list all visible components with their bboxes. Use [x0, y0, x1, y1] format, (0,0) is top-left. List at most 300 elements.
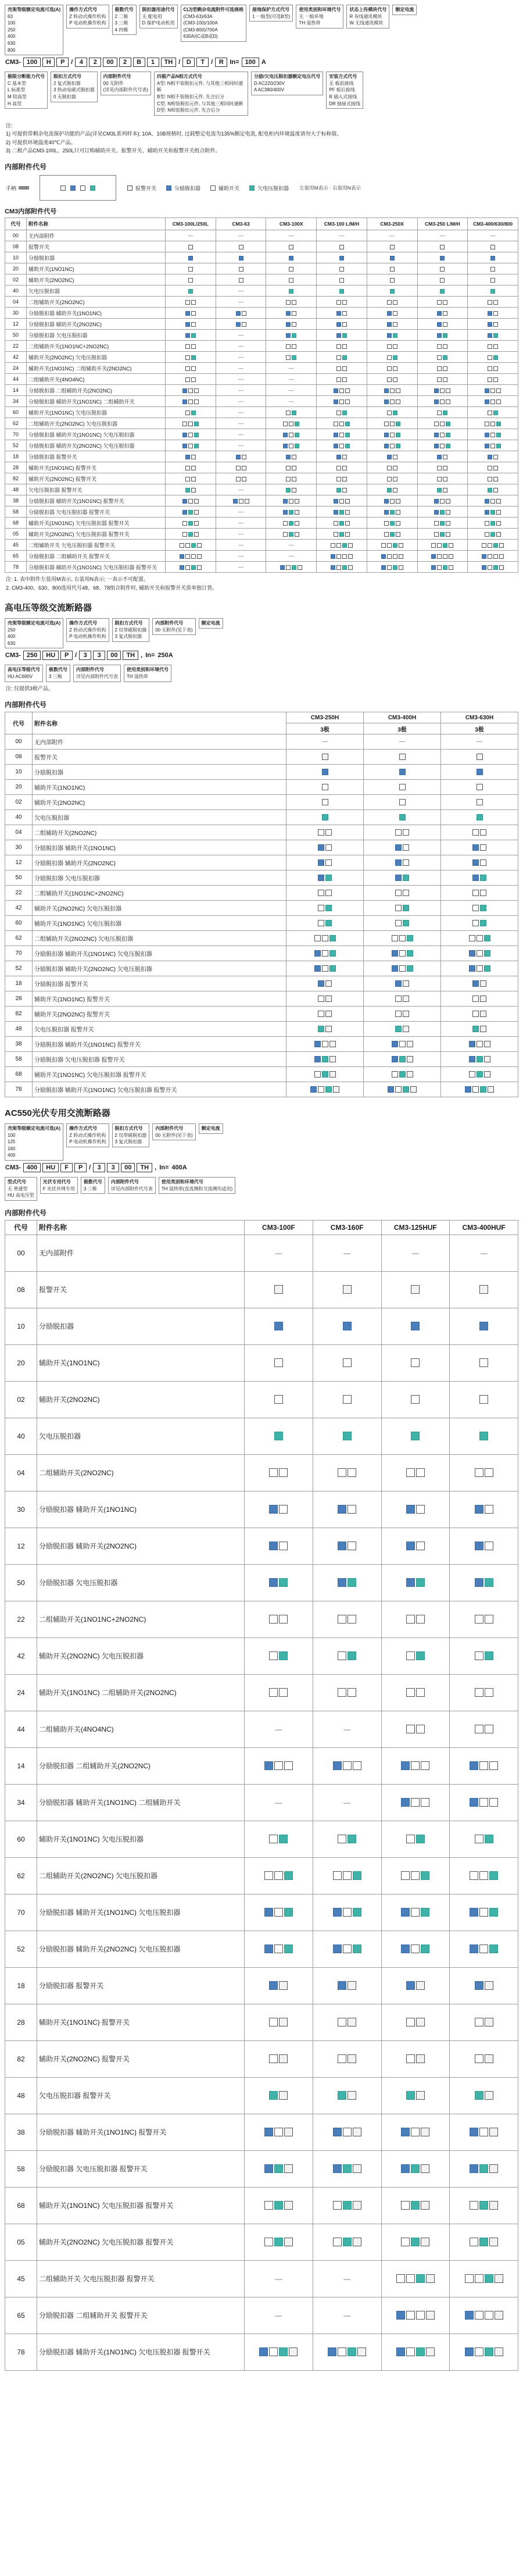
availability-cell — [450, 1381, 518, 1418]
undervoltage-release-mark — [399, 814, 406, 820]
accessory-code-cell: 00 — [5, 734, 33, 750]
aux-switch-mark — [396, 2274, 405, 2283]
aux-switch-mark — [403, 829, 409, 836]
availability-cell — [245, 1637, 313, 1674]
table-row — [5, 1082, 518, 1097]
table2-container — [0, 712, 523, 1097]
undervoltage-release-mark — [440, 521, 445, 526]
shunt-release-mark — [333, 2128, 342, 2136]
aux-switch-mark — [336, 477, 341, 481]
annotation-box — [251, 72, 323, 95]
availability-cell — [367, 484, 417, 495]
availability-cell — [266, 418, 317, 429]
table-row — [5, 795, 518, 810]
shunt-release-mark — [401, 1945, 410, 1953]
accessory-name-cell: 分励脱扣器 报警开关 — [27, 451, 166, 462]
aux-switch-mark — [336, 411, 341, 415]
aux-switch-mark — [390, 399, 395, 404]
availability-cell — [364, 976, 441, 991]
alarm-switch-mark — [197, 565, 202, 570]
availability-cell — [245, 2004, 313, 2040]
accessory-name-cell: 辅助开关(1NO1NC) 欠电压脱扣器 报警开关 — [37, 2187, 245, 2224]
undervoltage-release-mark — [407, 935, 413, 941]
undervoltage-release-mark — [286, 488, 291, 493]
aux-switch-mark — [286, 300, 291, 305]
shunt-release-mark — [401, 2164, 410, 2173]
pv-top-annotation-row — [5, 1123, 518, 1161]
alarm-switch-mark — [440, 245, 445, 249]
aux-switch-mark — [493, 300, 498, 305]
table-row — [5, 473, 518, 484]
shunt-release-mark — [401, 1908, 410, 1917]
model-code-segment: 100 — [242, 58, 259, 67]
shunt-release-mark — [283, 499, 288, 504]
undervoltage-release-mark — [339, 510, 344, 515]
accessory-code-cell: 60 — [5, 916, 33, 931]
availability-cell — [216, 330, 266, 341]
model-column-header: CM3-630H — [441, 712, 518, 723]
accessory-name-cell: 分励脱扣器 欠电压脱扣器 — [37, 1564, 245, 1601]
annotation-box-line: D 保护电动机用 — [142, 20, 175, 26]
aux-switch-mark — [314, 1071, 321, 1078]
undervoltage-release-mark — [489, 1871, 498, 1880]
accessory-name-cell: 辅助开关(1NO1NC) — [33, 780, 286, 795]
undervoltage-release-mark — [348, 2347, 356, 2356]
undervoltage-release-mark — [289, 510, 293, 515]
annotation-box-line: 3 三极 — [49, 674, 62, 680]
availability-cell — [367, 374, 417, 385]
shunt-release-mark — [434, 510, 439, 515]
availability-cell — [166, 518, 216, 529]
aux-switch-mark — [401, 2238, 410, 2246]
aux-switch-mark — [269, 2054, 278, 2063]
annotation-box — [392, 5, 417, 15]
availability-cell — [286, 734, 364, 750]
table-row — [5, 961, 518, 976]
availability-cell — [450, 1528, 518, 1564]
aux-switch-mark — [480, 859, 486, 866]
availability-cell — [381, 1967, 450, 2004]
availability-cell — [468, 462, 518, 473]
availability-cell — [450, 1674, 518, 1711]
availability-cell — [216, 518, 266, 529]
aux-switch-mark — [406, 2347, 415, 2356]
undervoltage-release-mark — [399, 1056, 406, 1062]
alarm-switch-mark — [393, 477, 397, 481]
availability-cell — [286, 840, 364, 855]
annotation-box-line: F 光伏并网专用 — [42, 1186, 75, 1191]
accessory-code-cell: 38 — [5, 2114, 37, 2150]
aux-switch-mark — [242, 322, 246, 327]
alarm-switch-mark — [348, 2091, 356, 2100]
availability-cell — [286, 1007, 364, 1022]
shunt-release-mark — [406, 1505, 415, 1514]
shunt-release-mark — [482, 565, 486, 570]
aux-switch-mark — [421, 1761, 429, 1770]
alarm-switch-mark — [403, 980, 409, 987]
undervoltage-release-mark — [416, 2274, 425, 2283]
availability-cell — [450, 1711, 518, 1747]
annotation-box-line: B型: N相不装脱扣元件, 先合后分 — [157, 94, 225, 99]
annotation-box-line: 1 一般型(可选B型) — [252, 13, 291, 19]
availability-cell — [381, 1491, 450, 1528]
availability-cell — [441, 795, 518, 810]
shunt-release-mark — [465, 2347, 474, 2356]
availability-cell — [216, 308, 266, 319]
shunt-release-mark — [488, 311, 492, 316]
annotation-box-line: 0 无脱扣器 — [53, 94, 76, 99]
availability-cell — [381, 2004, 450, 2040]
availability-cell — [313, 1528, 381, 1564]
alarm-switch-mark — [298, 565, 302, 570]
aux-switch-mark — [191, 366, 196, 371]
annotation-box-line: D型: N相装脱扣元件, 先合后分 — [157, 108, 220, 113]
annotation-box-title: 使用类别和环境代号 — [161, 1179, 203, 1184]
shunt-release-mark — [475, 1578, 483, 1587]
aux-switch-mark — [269, 1468, 278, 1477]
annotation-box-line: 630A/(C或B或D) — [183, 34, 218, 40]
model-column-header: CM3-125HUF — [381, 1220, 450, 1235]
aux-switch-mark — [343, 2128, 352, 2136]
shunt-release-mark — [401, 2128, 410, 2136]
not-available-dash: — — [288, 233, 294, 239]
aux-switch-mark — [406, 1651, 415, 1660]
undervoltage-release-mark — [406, 2091, 415, 2100]
aux-switch-mark — [490, 399, 495, 404]
availability-cell — [216, 529, 266, 540]
aux-switch-mark — [318, 890, 324, 896]
availability-cell — [441, 1082, 518, 1097]
accessory-code-cell: 78 — [5, 562, 27, 573]
alarm-switch-mark — [499, 565, 504, 570]
aux-switch-mark — [339, 422, 344, 426]
shunt-release-mark — [431, 565, 436, 570]
not-available-dash: — — [288, 387, 294, 394]
shunt-release-mark — [331, 554, 335, 559]
accessory-code-cell: 68 — [5, 2187, 37, 2224]
table-row — [5, 562, 518, 573]
alarm-switch-mark — [446, 510, 450, 515]
aux-switch-mark — [393, 554, 397, 559]
table-row — [5, 529, 518, 540]
not-available-dash: — — [238, 542, 244, 548]
not-available-dash: — — [238, 431, 244, 438]
undervoltage-release-mark — [443, 565, 447, 570]
undervoltage-release-mark — [339, 521, 344, 526]
table-row — [5, 540, 518, 551]
availability-cell — [367, 451, 417, 462]
availability-cell — [468, 341, 518, 352]
availability-cell — [367, 230, 417, 241]
availability-cell — [417, 274, 468, 286]
availability-cell — [417, 297, 468, 308]
availability-cell — [450, 2114, 518, 2150]
shunt-release-mark — [182, 388, 187, 393]
accessory-code-cell: 24 — [5, 363, 27, 374]
undervoltage-release-mark — [403, 905, 409, 911]
availability-cell — [417, 484, 468, 495]
aux-switch-mark — [336, 355, 341, 360]
annotation-box-line: 250 — [8, 627, 16, 633]
availability-cell — [216, 252, 266, 263]
availability-cell — [245, 1271, 313, 1308]
aux-switch-mark — [390, 267, 395, 272]
undervoltage-release-mark — [390, 521, 395, 526]
model-code-segment: A — [261, 59, 266, 66]
alarm-switch-mark — [480, 1026, 486, 1032]
availability-cell — [417, 529, 468, 540]
shunt-release-mark — [336, 333, 341, 338]
availability-cell — [313, 1894, 381, 1931]
aux-switch-mark — [403, 859, 409, 866]
shunt-release-mark — [475, 1505, 483, 1514]
availability-cell — [266, 308, 317, 319]
annotation-box-line: 00 无附件 — [103, 80, 124, 86]
availability-cell — [364, 886, 441, 901]
aux-switch-mark — [411, 2128, 420, 2136]
shunt-release-mark — [339, 256, 344, 261]
undervoltage-release-mark — [479, 2164, 488, 2173]
aux-switch-mark — [411, 1798, 420, 1807]
aux-switch-mark — [416, 1725, 425, 1733]
availability-cell — [216, 440, 266, 451]
availability-cell — [286, 1052, 364, 1067]
aux-switch-mark — [390, 388, 395, 393]
annotation-box — [346, 5, 389, 28]
annotation-box-line: 630 — [8, 640, 16, 646]
shunt-release-mark — [488, 333, 492, 338]
aux-switch-mark — [479, 1358, 488, 1367]
alarm-switch-mark — [289, 2347, 298, 2356]
not-available-dash: — — [238, 398, 244, 405]
accessory-code-cell: 68 — [5, 1067, 33, 1082]
availability-cell — [266, 230, 317, 241]
availability-cell — [381, 2260, 450, 2297]
availability-cell — [216, 506, 266, 518]
annotation-box — [5, 1123, 63, 1161]
alarm-switch-mark — [242, 477, 246, 481]
availability-cell — [450, 1491, 518, 1528]
undervoltage-release-mark — [194, 433, 199, 437]
availability-cell — [245, 2150, 313, 2187]
availability-cell — [367, 263, 417, 274]
aux-switch-mark — [440, 267, 445, 272]
accessory-code-cell: 18 — [5, 451, 27, 462]
shunt-release-mark — [343, 1322, 352, 1330]
availability-cell — [364, 1067, 441, 1082]
undervoltage-release-mark — [416, 1651, 425, 1660]
aux-switch-mark — [185, 377, 190, 382]
table-row — [5, 407, 518, 418]
aux-switch-mark — [322, 935, 328, 941]
aux-switch-mark — [401, 1871, 410, 1880]
model-column-header: CM3-63 — [216, 218, 266, 230]
aux-switch-mark — [443, 344, 447, 349]
alarm-switch-mark — [485, 1981, 493, 1990]
undervoltage-release-mark — [342, 355, 347, 360]
availability-cell — [166, 252, 216, 263]
availability-cell — [441, 840, 518, 855]
shunt-release-mark — [259, 2347, 268, 2356]
accessory-code-cell: 60 — [5, 407, 27, 418]
availability-cell — [166, 451, 216, 462]
availability-cell — [317, 241, 367, 252]
availability-cell — [367, 440, 417, 451]
aux-switch-mark — [392, 1071, 398, 1078]
availability-cell — [286, 961, 364, 976]
undervoltage-release-mark — [343, 2201, 352, 2210]
availability-cell — [417, 230, 468, 241]
alarm-switch-mark — [188, 245, 193, 249]
model-column-header: CM3-250H — [286, 712, 364, 723]
undervoltage-release-mark — [496, 422, 501, 426]
availability-cell — [450, 2334, 518, 2370]
aux-switch-mark — [470, 1871, 478, 1880]
availability-cell — [166, 429, 216, 440]
accessory-name-cell: 二组辅助开关(2NO2NC) 欠电压脱扣器 — [37, 1857, 245, 1894]
shunt-release-mark — [437, 455, 442, 459]
section-model-designation — [0, 5, 523, 116]
accessory-diagram-row — [6, 175, 517, 201]
accessory-name-cell: 分励脱扣器 辅助开关(1NO1NC) 二组辅助开关 — [37, 1784, 245, 1821]
aux-switch-mark — [322, 1041, 328, 1047]
aux-switch-mark — [283, 422, 288, 426]
model-code-segment: / — [89, 1164, 91, 1171]
availability-cell — [450, 2077, 518, 2114]
not-available-dash: — — [238, 332, 244, 338]
not-available-dash: — — [477, 738, 482, 745]
accessory-code-cell: 30 — [5, 840, 33, 855]
undervoltage-release-mark — [421, 1945, 429, 1953]
accessory-code-cell: 82 — [5, 473, 27, 484]
availability-cell — [364, 991, 441, 1007]
shunt-release-mark — [381, 554, 386, 559]
availability-cell — [266, 540, 317, 551]
undervoltage-release-mark — [338, 2091, 346, 2100]
hv-top-annotation-row — [5, 618, 518, 648]
legend-label: 分励脱扣器 — [174, 185, 201, 191]
aux-switch-mark — [338, 1688, 346, 1697]
table-row — [5, 319, 518, 330]
hv-bottom-annotation-row — [5, 665, 518, 682]
alarm-switch-mark — [325, 1026, 332, 1032]
availability-cell — [417, 374, 468, 385]
availability-cell — [381, 1381, 450, 1418]
table-row — [5, 374, 518, 385]
alarm-switch-mark — [292, 455, 296, 459]
availability-cell — [245, 2187, 313, 2224]
availability-cell — [317, 484, 367, 495]
model-code-segment: TH — [123, 651, 138, 660]
shunt-release-mark — [469, 1041, 475, 1047]
aux-switch-mark — [191, 377, 196, 382]
annotation-box — [249, 5, 293, 22]
availability-cell — [216, 286, 266, 297]
model-code-segment: 00 — [103, 58, 117, 67]
annotation-box-line: 00 无附件(见下表) — [155, 627, 193, 633]
table3-container — [0, 1220, 523, 2371]
availability-cell — [266, 506, 317, 518]
availability-cell — [313, 2077, 381, 2114]
aux-switch-mark — [399, 799, 406, 805]
availability-cell — [313, 1821, 381, 1857]
availability-cell — [216, 297, 266, 308]
aux-switch-mark — [286, 477, 291, 481]
aux-switch-mark — [343, 1908, 352, 1917]
accessory-code-cell: 12 — [5, 1528, 37, 1564]
accessory-code-cell: 10 — [5, 1308, 37, 1344]
undervoltage-release-mark — [390, 510, 395, 515]
availability-cell — [417, 551, 468, 562]
accessory-code-cell: 58 — [5, 506, 27, 518]
availability-cell — [468, 241, 518, 252]
model-code-segment: 100 — [23, 58, 41, 67]
shunt-release-mark — [396, 2311, 405, 2320]
aux-switch-mark — [339, 444, 344, 448]
availability-cell — [313, 1564, 381, 1601]
availability-cell — [381, 1271, 450, 1308]
shunt-release-mark — [384, 399, 389, 404]
availability-cell — [441, 1067, 518, 1082]
shunt-release-mark — [269, 1542, 278, 1550]
pv-heading: AC550光伏专用交流断路器 — [5, 1108, 110, 1119]
shunt-release-mark — [236, 311, 241, 316]
availability-cell — [441, 976, 518, 991]
accessory-name-cell: 辅助开关(2NO2NC) 欠电压脱扣器 — [27, 352, 166, 363]
accessory-name-cell: 辅助开关(2NO2NC) 报警开关 — [27, 473, 166, 484]
alarm-switch-mark — [449, 554, 453, 559]
availability-cell — [166, 341, 216, 352]
aux-switch-mark — [322, 950, 328, 957]
aux-switch-mark — [284, 1761, 293, 1770]
shunt-release-mark — [182, 444, 187, 448]
aux-switch-mark — [493, 322, 498, 327]
annotation-box-line: 100 — [8, 20, 16, 26]
aux-switch-mark — [387, 366, 392, 371]
annotation-box — [5, 72, 48, 109]
aux-switch-mark — [406, 1688, 415, 1697]
availability-cell — [266, 518, 317, 529]
aux-switch-mark — [322, 965, 328, 972]
alarm-switch-mark — [396, 532, 400, 537]
annotation-box — [101, 72, 151, 95]
not-available-dash: — — [339, 233, 345, 239]
undervoltage-release-mark — [339, 289, 344, 294]
availability-cell — [367, 540, 417, 551]
alarm-switch-mark — [342, 477, 347, 481]
undervoltage-release-mark — [485, 1835, 493, 1843]
not-available-dash: — — [188, 233, 194, 239]
aux-switch-mark — [437, 466, 442, 470]
availability-cell — [317, 385, 367, 396]
alarm-switch-mark — [342, 466, 347, 470]
availability-cell — [367, 385, 417, 396]
shunt-release-mark — [395, 980, 402, 987]
undervoltage-release-mark — [479, 2238, 488, 2246]
availability-cell — [216, 484, 266, 495]
availability-cell — [313, 1271, 381, 1308]
availability-cell — [245, 2224, 313, 2260]
handle-label: 手柄 — [6, 185, 17, 191]
shunt-release-mark — [387, 455, 392, 459]
aux-switch-mark — [322, 799, 328, 805]
availability-cell — [367, 551, 417, 562]
shunt-release-mark — [434, 399, 439, 404]
availability-cell — [468, 418, 518, 429]
shunt-release-mark — [384, 388, 389, 393]
aux-switch-mark — [353, 1761, 361, 1770]
undervoltage-release-mark — [490, 289, 495, 294]
